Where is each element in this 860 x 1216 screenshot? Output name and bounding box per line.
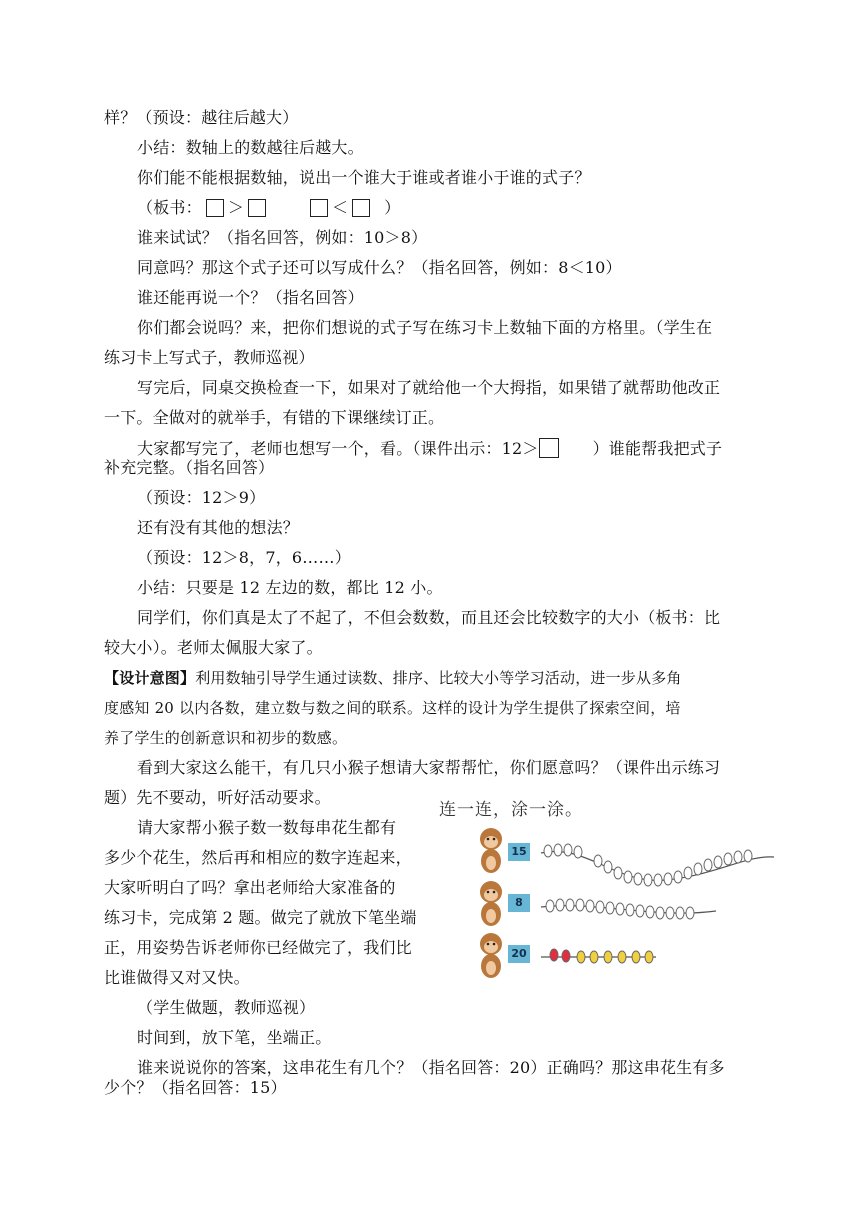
- text-line: 正，用姿势告诉老师你已经做完了，我们比: [104, 938, 412, 957]
- text-line: 多少个花生，然后再和相应的数字连起来，: [104, 848, 412, 867]
- blank-box: [310, 199, 328, 217]
- less-than-sign: ＜: [332, 198, 349, 217]
- blank-box: [206, 199, 224, 217]
- text-line: 补充完整。（指名回答）: [104, 458, 275, 477]
- text-line: 写完后，同桌交换检查一下，如果对了就给他一个大拇指，如果错了就帮助他改正: [137, 378, 721, 397]
- number-label: 8: [508, 894, 530, 912]
- text-fragment: 大家都写完了，老师也想写一个，看。（课件出示：12＞: [137, 439, 539, 458]
- text-line: 样？（预设：越往后越大）: [104, 108, 299, 127]
- blank-box: [352, 199, 370, 217]
- text-line: （预设：12＞9）: [137, 488, 266, 507]
- text-line: 你们能不能根据数轴，说出一个谁大于谁或者谁小于谁的式子？: [137, 168, 591, 187]
- text-line: 少个？（指名回答：15）: [104, 1078, 287, 1097]
- text-line: 同学们，你们真是太了不起了，不但会数数，而且还会比较数字的大小（板书：比: [137, 608, 721, 627]
- text-fragment: （板书：: [137, 198, 202, 217]
- blank-box: [539, 438, 559, 458]
- text-line: 你们都会说吗？来，把你们想说的式子写在练习卡上数轴下面的方格里。（学生在: [137, 318, 713, 337]
- text-line: 练习卡，完成第 2 题。做完了就放下笔坐端: [104, 908, 417, 927]
- text-line: 比谁做得又对又快。: [104, 968, 250, 987]
- courseware-line: [137, 438, 722, 459]
- greater-than-sign: ＞: [227, 198, 245, 217]
- text-line: 大家听明白了吗？拿出老师给大家准备的: [104, 878, 396, 897]
- text-fragment: ）谁能帮我把式子: [592, 439, 723, 458]
- text-line: 谁来试试？（指名回答，例如：10＞8）: [137, 228, 428, 247]
- design-intent-heading: 【设计意图】: [104, 669, 196, 687]
- text-line: 较大小）。老师太佩服大家了。: [104, 638, 323, 657]
- text-line: （预设：12＞8，7，6……）: [137, 548, 351, 567]
- text-line: 小结：数轴上的数越往后越大。: [137, 138, 364, 157]
- peanut-strings-illustration: [536, 835, 776, 970]
- text-line: 度感知 20 以内各数，建立数与数之间的联系。这样的设计为学生提供了探索空间，培: [104, 699, 681, 717]
- number-label: 20: [508, 945, 530, 963]
- number-label: 15: [508, 843, 530, 861]
- text-fragment: ）: [384, 198, 401, 217]
- text-line: 同意吗？那这个式子还可以写成什么？（指名回答，例如：8＜10）: [137, 258, 622, 277]
- design-intent-line: [104, 668, 682, 688]
- text-line: （学生做题，教师巡视）: [137, 998, 316, 1017]
- exercise-figure: [436, 795, 776, 980]
- figure-title: 连一连，涂一涂。: [439, 800, 583, 820]
- monkey-icon: [474, 930, 508, 978]
- text-line: 小结：只要是 12 左边的数，都比 12 小。: [137, 578, 443, 597]
- text-fragment: 利用数轴引导学生通过读数、排序、比较大小等学习活动，进一步从多角: [195, 669, 682, 687]
- text-line: 谁还能再说一个？（指名回答）: [137, 288, 364, 307]
- text-line: 题）先不要动，听好活动要求。: [104, 788, 331, 807]
- monkey-icon: [474, 878, 508, 926]
- board-writing-line: [137, 198, 400, 218]
- monkey-icon: [474, 825, 508, 873]
- text-line: 谁来说说你的答案，这串花生有几个？（指名回答：20）正确吗？那这串花生有多: [137, 1058, 725, 1077]
- blank-box: [248, 199, 266, 217]
- text-line: 看到大家这么能干，有几只小猴子想请大家帮帮忙，你们愿意吗？（课件出示练习: [137, 758, 721, 777]
- text-line: 还有没有其他的想法？: [137, 518, 300, 537]
- text-line: 请大家帮小猴子数一数每串花生都有: [137, 818, 397, 837]
- text-line: 时间到，放下笔，坐端正。: [137, 1028, 332, 1047]
- text-line: 养了学生的创新意识和初步的数感。: [104, 729, 348, 747]
- text-line: 一下。全做对的就举手，有错的下课继续订正。: [104, 408, 445, 427]
- text-line: 练习卡上写式子，教师巡视）: [104, 348, 315, 367]
